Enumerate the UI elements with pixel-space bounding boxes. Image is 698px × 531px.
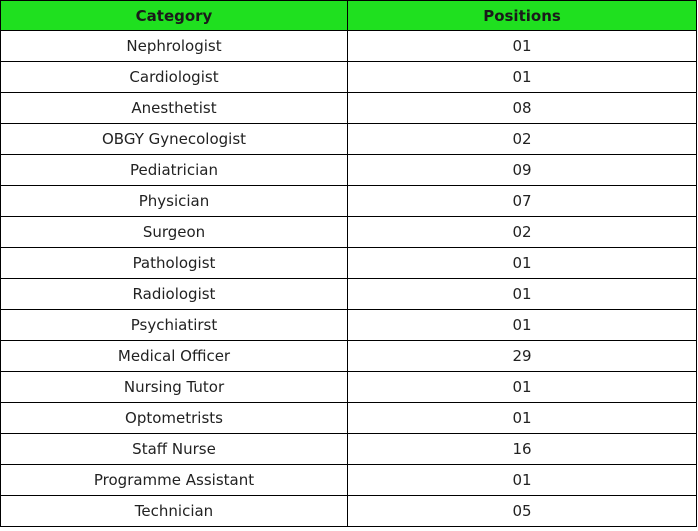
- positions-cell: 16: [348, 434, 697, 465]
- positions-cell: 01: [348, 372, 697, 403]
- category-cell: OBGY Gynecologist: [1, 124, 348, 155]
- table-row: [1, 31, 697, 62]
- category-cell: Cardiologist: [1, 62, 348, 93]
- positions-cell: 05: [348, 496, 697, 527]
- table-row: [1, 248, 697, 279]
- header-category: Category: [1, 1, 348, 31]
- table-body: [1, 31, 697, 527]
- header-positions: Positions: [348, 1, 697, 31]
- category-cell: Programme Assistant: [1, 465, 348, 496]
- category-cell: Pediatrician: [1, 155, 348, 186]
- category-cell: Nephrologist: [1, 31, 348, 62]
- table-row: [1, 496, 697, 527]
- category-cell: Physician: [1, 186, 348, 217]
- table-row: [1, 465, 697, 496]
- positions-cell: 01: [348, 62, 697, 93]
- table-row: [1, 372, 697, 403]
- positions-cell: 01: [348, 31, 697, 62]
- category-cell: Technician: [1, 496, 348, 527]
- table-row: [1, 434, 697, 465]
- positions-cell: 02: [348, 124, 697, 155]
- category-cell: Surgeon: [1, 217, 348, 248]
- positions-cell: 09: [348, 155, 697, 186]
- positions-cell: 01: [348, 248, 697, 279]
- table-row: [1, 310, 697, 341]
- positions-cell: 02: [348, 217, 697, 248]
- positions-cell: 01: [348, 310, 697, 341]
- positions-cell: 29: [348, 341, 697, 372]
- table-row: [1, 186, 697, 217]
- category-cell: Anesthetist: [1, 93, 348, 124]
- category-cell: Optometrists: [1, 403, 348, 434]
- category-cell: Psychiatirst: [1, 310, 348, 341]
- category-cell: Medical Officer: [1, 341, 348, 372]
- table-row: [1, 62, 697, 93]
- positions-cell: 01: [348, 279, 697, 310]
- table-row: [1, 279, 697, 310]
- table-row: [1, 124, 697, 155]
- table-row: [1, 155, 697, 186]
- table-row: [1, 217, 697, 248]
- category-cell: Pathologist: [1, 248, 348, 279]
- category-cell: Radiologist: [1, 279, 348, 310]
- positions-cell: 01: [348, 465, 697, 496]
- table-row: [1, 403, 697, 434]
- category-cell: Staff Nurse: [1, 434, 348, 465]
- table-row: [1, 93, 697, 124]
- table-header-row: [1, 1, 697, 31]
- category-cell: Nursing Tutor: [1, 372, 348, 403]
- positions-cell: 01: [348, 403, 697, 434]
- table-row: [1, 341, 697, 372]
- positions-cell: 08: [348, 93, 697, 124]
- positions-cell: 07: [348, 186, 697, 217]
